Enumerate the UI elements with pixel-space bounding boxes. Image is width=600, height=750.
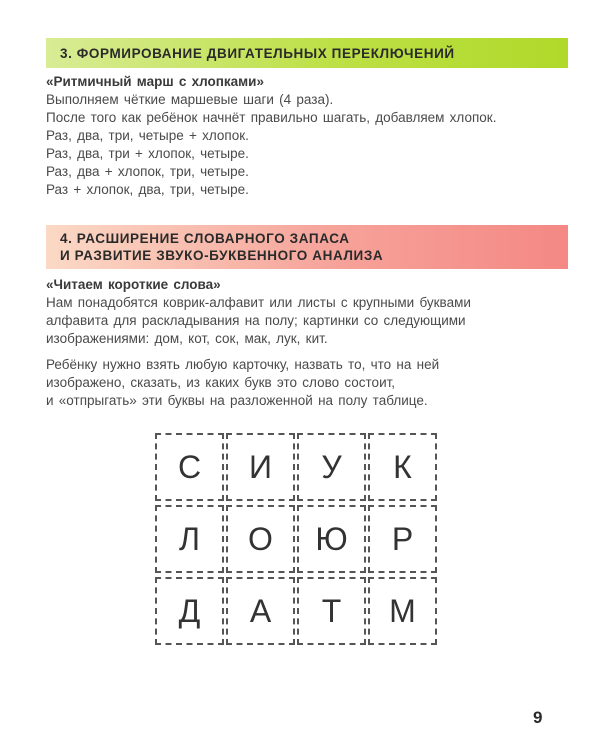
section-4-line: Нам понадобятся коврик-алфавит или листы с крупными буквами <box>46 295 471 310</box>
page-number: 9 <box>533 708 543 727</box>
section-4-body <box>46 276 568 348</box>
section-3-line: После того как ребёнок начнёт правильно шагать, добавляем хлопок. <box>46 110 497 125</box>
section-3-line: Выполняем чёткие маршевые шаги (4 раза). <box>46 92 334 107</box>
section-4-instructions <box>46 356 568 410</box>
letter-cell: Л <box>155 505 224 573</box>
section-4-heading-line-2: И РАЗВИТИЕ ЗВУКО-БУКВЕННОГО АНАЛИЗА <box>60 248 384 263</box>
letter-cell: О <box>226 505 295 573</box>
letter-cell: Т <box>297 577 366 645</box>
section-3-banner <box>46 38 568 68</box>
section-4-line: и «отпрыгать» эти буквы на разложенной на полу таблице. <box>46 393 428 408</box>
letter-cell: А <box>226 577 295 645</box>
letter-cell: Ю <box>297 505 366 573</box>
section-3-title: «Ритмичный марш с хлопками» <box>46 74 264 89</box>
section-4-banner <box>46 225 568 269</box>
letter-cell: У <box>297 433 366 501</box>
section-4-line: изображено, сказать, из каких букв это слово состоит, <box>46 375 396 390</box>
letter-cell: К <box>368 433 437 501</box>
section-3-body <box>46 73 568 199</box>
section-4-heading-line-1: 4. РАСШИРЕНИЕ СЛОВАРНОГО ЗАПАСА <box>60 231 350 246</box>
letter-cell: С <box>155 433 224 501</box>
section-3-heading: 3. ФОРМИРОВАНИЕ ДВИГАТЕЛЬНЫХ ПЕРЕКЛЮЧЕНИЙ <box>60 45 455 61</box>
section-3-line: Раз, два + хлопок, три, четыре. <box>46 164 249 179</box>
section-3-line: Раз, два, три, четыре + хлопок. <box>46 128 249 143</box>
section-3-line: Раз + хлопок, два, три, четыре. <box>46 182 249 197</box>
letter-cell: Д <box>155 577 224 645</box>
letter-cell: И <box>226 433 295 501</box>
section-4-line: изображениями: дом, кот, сок, мак, лук, кит. <box>46 331 328 346</box>
section-4-line: Ребёнку нужно взять любую карточку, назвать то, что на ней <box>46 357 440 372</box>
section-3-line: Раз, два, три + хлопок, четыре. <box>46 146 249 161</box>
letter-grid <box>155 433 439 645</box>
letter-cell: Р <box>368 505 437 573</box>
section-4-title: «Читаем короткие слова» <box>46 277 221 292</box>
section-4-line: алфавита для раскладывания на полу; картинки со следующими <box>46 313 466 328</box>
letter-cell: М <box>368 577 437 645</box>
